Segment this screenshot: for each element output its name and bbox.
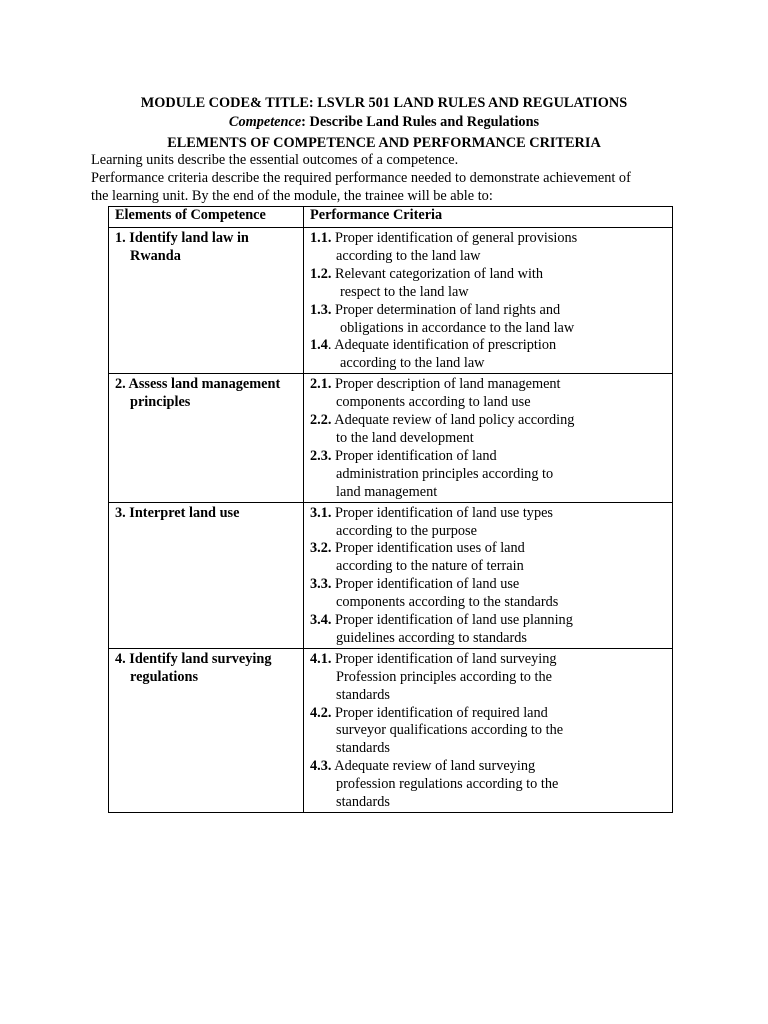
table-row — [109, 374, 673, 502]
element-label: 4. Identify land surveying regulations — [115, 650, 272, 685]
criterion: 4.2. Proper identification of required land surveyor qualifications according to the standards — [310, 704, 564, 757]
criterion: 3.1. Proper identification of land use types according to the purpose — [310, 504, 553, 539]
criteria-cell — [304, 648, 673, 812]
element-label: 2. Assess land management principles — [115, 376, 281, 411]
criterion: 3.4. Proper identification of land use planning guidelines according to standards — [310, 612, 573, 646]
intro-paragraph — [91, 152, 691, 206]
competence-line — [0, 113, 768, 131]
table-row — [109, 228, 673, 374]
element-cell — [109, 228, 304, 374]
competence-label: Competence — [228, 114, 302, 130]
criterion: 3.3. Proper identification of land use components according to the standards — [310, 576, 559, 611]
intro-line: Learning units describe the essential outcomes of a competence. — [91, 152, 459, 168]
table-header-row — [109, 207, 673, 228]
competence-value: : Describe Land Rules and Regulations — [301, 114, 540, 130]
element-cell — [109, 502, 304, 648]
criterion: 2.3. Proper identification of land administration principles according to land management — [310, 447, 554, 500]
module-title: MODULE CODE& TITLE: LSVLR 501 LAND RULES AND REGULATIONS — [140, 95, 628, 111]
criterion: 4.3. Adequate review of land surveying profession regulations according to the standards — [310, 758, 559, 811]
intro-line: the learning unit. By the end of the module, the trainee will be able to: — [91, 187, 493, 204]
criteria-cell — [304, 502, 673, 648]
column-header-criteria: Performance Criteria — [304, 207, 673, 228]
criterion: 3.2. Proper identification uses of land according to the nature of terrain — [310, 540, 525, 575]
element-cell — [109, 648, 304, 812]
criterion: 1.4. Adequate identification of prescription according to the land law — [310, 337, 557, 372]
criterion: 1.3. Proper determination of land rights and obligations in accordance to the land law — [310, 301, 575, 336]
section-title: ELEMENTS OF COMPETENCE AND PERFORMANCE CRITERIA — [167, 135, 601, 151]
criterion: 1.1. Proper identification of general provisions according to the land law — [310, 230, 578, 264]
competence-table — [108, 206, 673, 813]
criteria-cell — [304, 228, 673, 374]
intro-line: Performance criteria describe the required performance needed to demonstrate achievement of — [91, 169, 631, 186]
column-header-elements: Elements of Competence — [109, 207, 304, 228]
table-row — [109, 502, 673, 648]
element-label: 1. Identify land law in Rwanda — [115, 230, 249, 264]
criteria-cell — [304, 374, 673, 502]
criterion: 2.1. Proper description of land management components according to land use — [310, 376, 561, 411]
criterion: 4.1. Proper identification of land surveying Profession principles according to the standards — [310, 650, 557, 703]
element-cell — [109, 374, 304, 502]
criterion: 2.2. Adequate review of land policy according to the land development — [310, 412, 575, 446]
element-label: 3. Interpret land use — [115, 504, 240, 521]
table-row — [109, 648, 673, 812]
criterion: 1.2. Relevant categorization of land with respect to the land law — [310, 265, 544, 300]
